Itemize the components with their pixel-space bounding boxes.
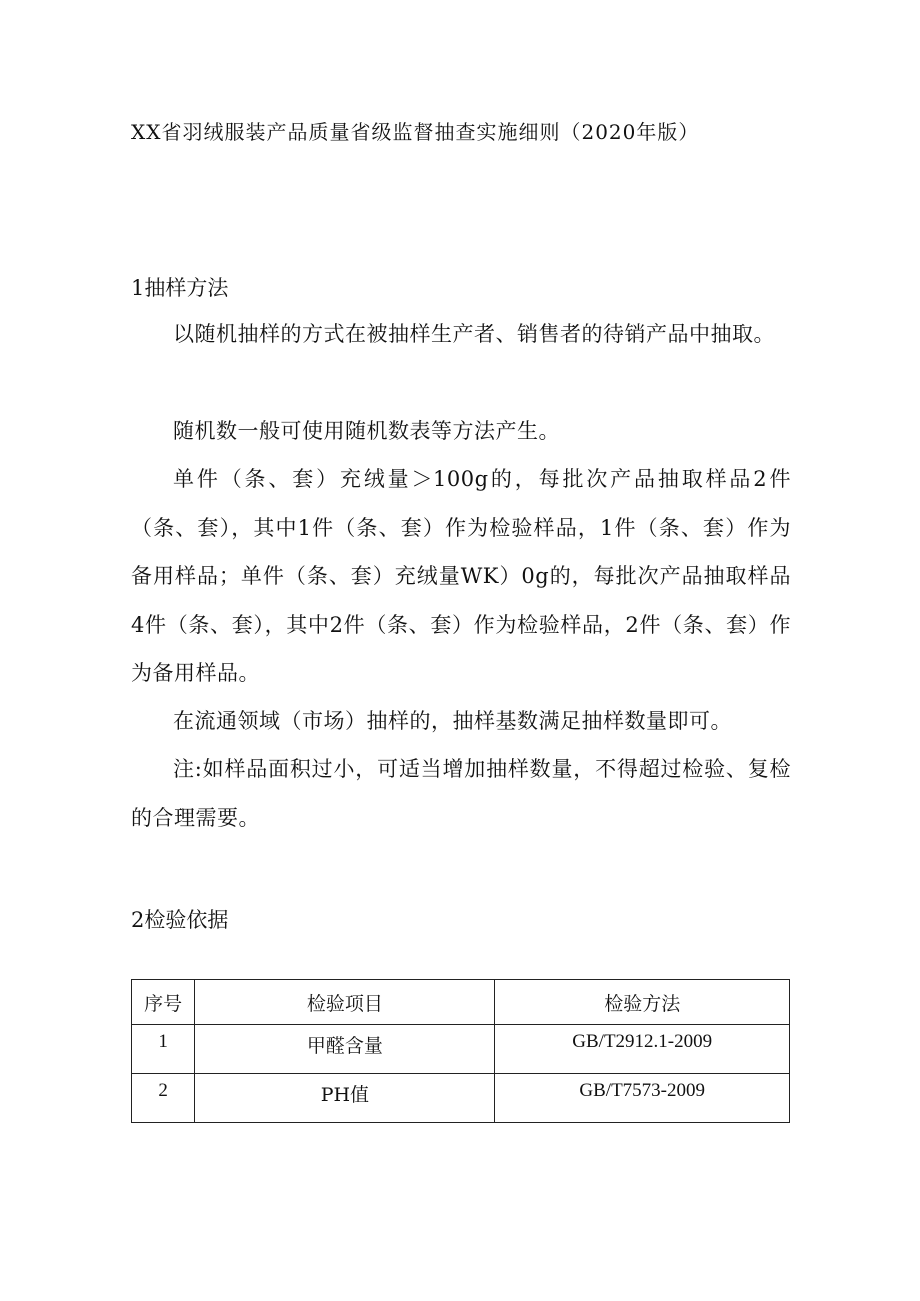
header-item: 检验项目 bbox=[195, 980, 495, 1025]
section-1-paragraph-1: 以随机抽样的方式在被抽样生产者、销售者的待销产品中抽取。 bbox=[173, 322, 775, 346]
table-header-row bbox=[132, 980, 790, 1025]
row-item: 甲醛含量 bbox=[195, 1025, 495, 1074]
row-index: 2 bbox=[132, 1074, 195, 1123]
inspection-basis-table bbox=[131, 979, 790, 1123]
section-1-paragraph-2: 随机数一般可使用随机数表等方法产生。 bbox=[173, 419, 560, 443]
row-method: GB/T7573-2009 bbox=[495, 1074, 790, 1123]
table-row bbox=[132, 1025, 790, 1074]
section-1-heading: 1抽样方法 bbox=[131, 276, 229, 300]
header-method: 检验方法 bbox=[495, 980, 790, 1025]
section-1-note: 注:如样品面积过小，可适当增加抽样数量，不得超过检验、复检的合理需要。 bbox=[131, 757, 791, 830]
row-item: PH值 bbox=[195, 1074, 495, 1123]
row-method: GB/T2912.1-2009 bbox=[495, 1025, 790, 1074]
header-index: 序号 bbox=[132, 980, 195, 1025]
section-1-paragraph-4: 在流通领域（市场）抽样的，抽样基数满足抽样数量即可。 bbox=[173, 709, 732, 733]
document-title: XX省羽绒服装产品质量省级监督抽查实施细则（2020年版） bbox=[131, 120, 700, 144]
section-2-heading: 2检验依据 bbox=[131, 908, 229, 932]
section-1-paragraph-3: 单件（条、套）充绒量＞100g的，每批次产品抽取样品2件（条、套），其中1件（条、套）作为检验样品，1件（条、套）作为备用样品；单件（条、套）充绒量WK）0g的，每批次产品抽取样品4件（条、套），其中2件（条、套）作为检验样品，2件（条、套）作为备用样品。 bbox=[131, 467, 791, 685]
row-index: 1 bbox=[132, 1025, 195, 1074]
table-row bbox=[132, 1074, 790, 1123]
